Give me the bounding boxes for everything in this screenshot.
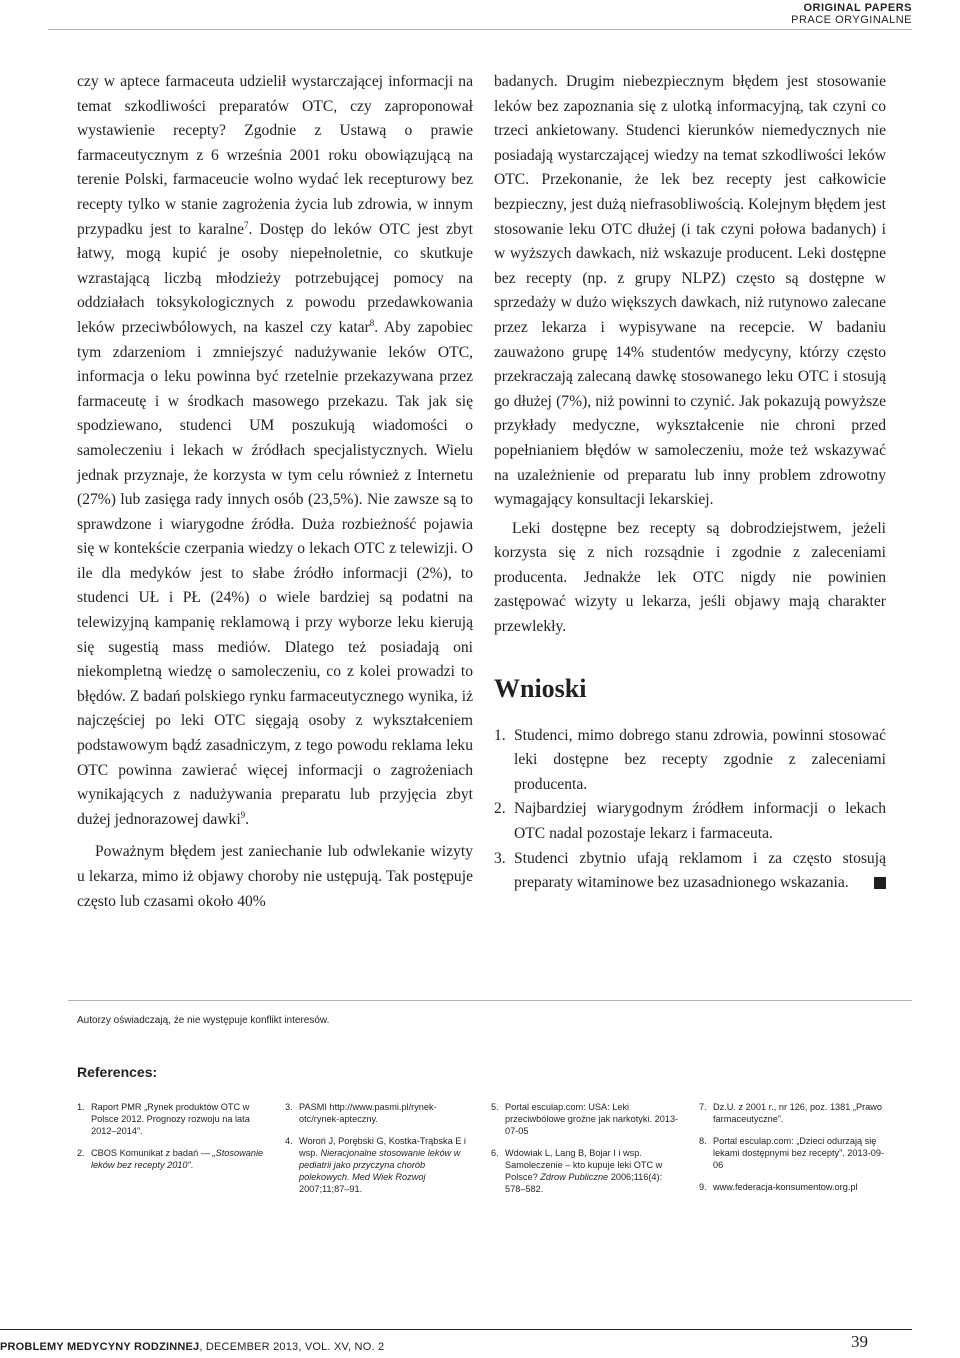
journal-footer	[0, 1341, 384, 1353]
text-segment: .	[245, 810, 250, 828]
reference-text: Dz.U. z 2001 r., nr 126, poz. 1381 „Prawo farmaceutyczne”.	[713, 1102, 883, 1124]
reference-item	[77, 1147, 267, 1171]
right-column	[494, 70, 886, 896]
section-title: Wnioski	[494, 673, 587, 703]
reference-text: Raport PMR „Rynek produktów OTC w Polsce 2012. Prognozy rozwoju na lata 2012–2014”.	[91, 1102, 250, 1136]
reference-text: 2007;11;87–91.	[299, 1184, 363, 1194]
list-item	[494, 847, 886, 896]
text-segment: . Aby zapobiec tym zdarzeniom i zmniejszyć nadużywanie leków OTC, informacja o leku powinna być rzetelnie przekazywana przez farmaceutę i w środkach masowego przekazu. Tak jak się spodziewano, studenci UM poszukują wiadomości o samoleczeniu i lekach w źródłach specjalistycznych. Wielu jednak przyznaje, że korzysta w tym celu również z Internetu (27%) lub zasięga rady innych osób (23,5%). Nie zawsze są to sprawdzone i wiarygodne źródła. Duża rozbieżność pojawia się w kontekście czerpania wiedzy o lekach OTC z telewizji. O ile dla medyków jest to słabe źródło informacji (2%), to studenci UŁ i PŁ (24%) o wiele bardziej są podatni na telewizyjną kampanię reklamową i przy wyborze leku kierują się sugestią mass mediów. Dlatego też posiadają oni niekompletną wiedzę o samoleczeniu, co z kolei prowadzi to błędów. Z badań polskiego rynku farmaceutycznego wynika, iż najczęściej po leki OTC sięgają osoby z wykształceniem podstawowym bądź zasadniczym, z tego powodu reklama leku OTC powinna zawierać więcej informacji o zagrożeniach wynikających z nadużywania preparatu lub przyjęcia zbyt dużej jednorazowej dawki	[77, 318, 473, 828]
reference-number: 8.	[699, 1136, 707, 1146]
body-paragraph: Poważnym błędem jest zaniechanie lub odwlekanie wizyty u lekarza, mimo iż objawy choroby nie ustępują. Tak postępuje często lub czasami około 40%	[77, 843, 473, 910]
header-section-en: ORIGINAL PAPERS	[803, 2, 912, 14]
section-rule	[68, 1000, 912, 1001]
reference-title: Zdrow Publiczne	[540, 1172, 609, 1182]
reference-item	[491, 1147, 681, 1195]
list-text: Najbardziej wiarygodnym źródłem informacji o lekach OTC nadal pozostaje lekarz i farmaceuta.	[514, 800, 886, 843]
reference-number: 9.	[699, 1182, 707, 1192]
references-column-3	[491, 1101, 681, 1205]
list-text: Studenci zbytnio ufają reklamom i za często stosują preparaty witaminowe bez uzasadnionego wskazania.	[514, 849, 886, 892]
reference-item	[77, 1101, 267, 1137]
citation-7: 7	[244, 219, 249, 230]
reference-text: 2006;116(4): 578–582.	[505, 1172, 663, 1194]
list-number: 3.	[494, 849, 506, 867]
end-of-article-square-icon	[874, 877, 886, 889]
reference-item	[699, 1181, 891, 1193]
citation-9: 9	[240, 809, 246, 820]
page-number: 39	[851, 1332, 868, 1351]
text-segment: . Dostęp do leków OTC jest zbyt łatwy, mogą kupić je osoby niepełnoletnie, co skutkuje wzrastającą liczbą młodzieży potrzebującej pomocy na oddziałach toksykologicznych z powodu przedawkowania leków przeciwbólowych, na kaszel czy katar	[77, 220, 473, 336]
reference-item	[699, 1135, 891, 1171]
references-title: References:	[77, 1064, 158, 1080]
header-section-pl: PRACE ORYGINALNE	[791, 14, 912, 26]
reference-item	[285, 1101, 475, 1125]
reference-number: 7.	[699, 1102, 707, 1112]
reference-title: „Stosowanie leków bez recepty 2010”	[91, 1148, 264, 1170]
text-segment: czy w aptece farmaceuta udzielił wystarczającej informacji na temat szkodliwości preparatów OTC, czy zaproponował wystawienie recepty? Zgodnie z Ustawą o prawie farmaceutycznym z 6 września 2001 roku obowiązującą na terenie Polski, farmaceucie wolno wydać lek recepturowy bez recepty tylko w stanie zagrożenia życia lub zdrowia, w innym przypadku jest to karalne	[77, 73, 473, 238]
reference-text: Portal esculap.com: USA: Leki przeciwbólowe groźne jak narkotyki. 2013-07-05	[505, 1102, 679, 1136]
list-number: 1.	[494, 726, 506, 744]
reference-text: .	[190, 1160, 194, 1170]
reference-text: Woroń J, Porębski G, Kostka-Trąbska E i wsp.	[299, 1136, 466, 1158]
references-column-4	[699, 1101, 891, 1203]
reference-number: 3.	[285, 1102, 293, 1112]
reference-number: 2.	[77, 1148, 85, 1158]
journal-name: PROBLEMY MEDYCYNY RODZINNEJ	[0, 1341, 200, 1353]
reference-item	[699, 1101, 891, 1125]
reference-number: 6.	[491, 1148, 499, 1158]
running-header	[791, 2, 912, 26]
reference-link: PASMI http://www.pasmi.pl/rynek-otc/rynek-apteczny.	[299, 1102, 437, 1124]
references-column-2	[285, 1101, 475, 1205]
reference-number: 5.	[491, 1102, 499, 1112]
footer-rule	[0, 1329, 912, 1330]
list-item	[494, 724, 886, 798]
reference-text: Wdowiak L, Lang B, Bojar I i wsp. Samoleczenie – kto kupuje leki OTC w Polsce?	[505, 1148, 663, 1182]
reference-text: CBOS Komunikat z badań —	[91, 1148, 213, 1158]
citation-8: 8	[369, 317, 375, 328]
body-paragraph	[77, 70, 473, 832]
reference-text: Portal esculap.com: „Dzieci odurzają się lekami dostępnymi bez recepty”. 2013-09-06	[713, 1136, 885, 1170]
header-rule	[48, 29, 912, 30]
reference-link: www.federacja-konsumentow.org.pl	[713, 1182, 858, 1192]
conclusions-list	[494, 724, 886, 896]
body-paragraph: Leki dostępne bez recepty są dobrodziejstwem, jeżeli korzysta się z nich rozsądnie i zgodnie z zaleceniami producenta. Jednakże lek OTC nigdy nie powinien zastępować wizyty u lekarza, jeśli objawy mają charakter przewlekły.	[494, 519, 886, 636]
reference-title: Nieracjonalne stosowanie leków w pediatrii jako przyczyna chorób polekowych. Med Wiek Rozwoj	[299, 1148, 461, 1182]
list-number: 2.	[494, 800, 506, 818]
left-column	[77, 70, 473, 914]
conflict-of-interest-note: Autorzy oświadczają, że nie występuje konflikt interesów.	[77, 1015, 330, 1026]
reference-number: 4.	[285, 1136, 293, 1146]
references-column-1	[77, 1101, 267, 1181]
journal-issue: , DECEMBER 2013, VOL. XV, NO. 2	[199, 1341, 385, 1353]
list-item	[494, 797, 886, 846]
reference-number: 1.	[77, 1102, 85, 1112]
reference-item	[285, 1135, 475, 1195]
body-paragraph: badanych. Drugim niebezpiecznym błędem jest stosowanie leków bez zapoznania się z ulotką informacyjną, tak czyni co trzeci ankietowany. Studenci kierunków niemedycznych nie posiadają wystarczającej wiedzy na temat szkodliwości leków OTC. Przekonanie, że lek bez recepty jest całkowicie bezpieczny, jest dużą niefrasobliwością. Kolejnym błędem jest stosowanie leku OTC dłużej (i tak czyni połowa badanych) i w wyższych dawkach, niż wskazuje producent. Leki dostępne bez recepty (np. z grupy NLPZ) często są dostępne w sprzedaży w dużo większych dawkach, niż rutynowo zalecane przez lekarza i wypisywane na recepcie. W badaniu zauważono grupę 14% studentów medycyny, którzy często przekraczają zalecaną dawkę stosowanego leku OTC i stosują go dłużej (7%), niż powinni to czynić. Jak pokazują powyższe przykłady medyczne, wykształcenie nie chroni przed popełnianiem błędów w samoleczeniu, może też wskazywać na uzależnienie od preparatu lub inny problem zdrowotny wymagający konsultacji lekarskiej.	[494, 73, 886, 509]
reference-item	[491, 1101, 681, 1137]
list-text: Studenci, mimo dobrego stanu zdrowia, powinni stosować leki dostępne bez recepty zgodnie z zaleceniami producenta.	[514, 726, 886, 793]
